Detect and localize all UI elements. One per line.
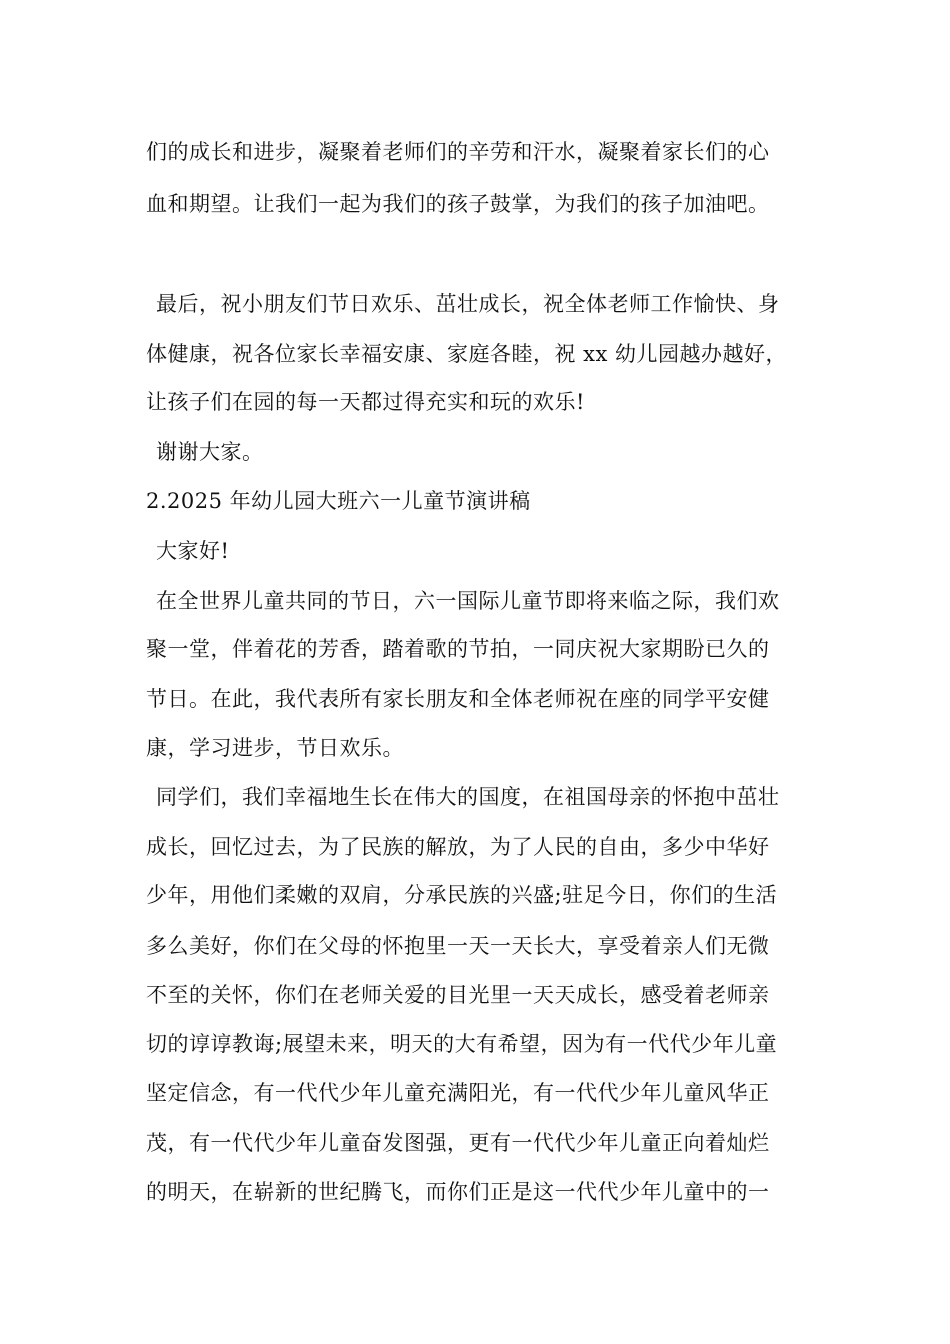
paragraph-line: 不至的关怀，你们在老师关爱的目光里一天天成长，感受着老师亲 xyxy=(146,983,770,1007)
closing-line: 谢谢大家。 xyxy=(156,440,264,464)
paragraph-line: 节日。在此，我代表所有家长朋友和全体老师祝在座的同学平安健 xyxy=(146,687,770,711)
paragraph-line: 们的成长和进步，凝聚着老师们的辛劳和汗水，凝聚着家长们的心 xyxy=(146,140,770,164)
paragraph-line: 康，学习进步，节日欢乐。 xyxy=(146,736,404,760)
paragraph-line: 聚一堂，伴着花的芳香，踏着歌的节拍，一同庆祝大家期盼已久的 xyxy=(146,637,770,661)
paragraph-line: 体健康，祝各位家长幸福安康、家庭各睦，祝 xx 幼儿园越办越好， xyxy=(146,342,788,366)
paragraph-line: 坚定信念，有一代代少年儿童充满阳光，有一代代少年儿童风华正 xyxy=(146,1081,770,1105)
paragraph-line: 茂，有一代代少年儿童奋发图强，更有一代代少年儿童正向着灿烂 xyxy=(146,1131,770,1155)
paragraph-line: 的明天，在崭新的世纪腾飞，而你们正是这一代代少年儿童中的一 xyxy=(146,1180,770,1204)
paragraph-line: 多么美好，你们在父母的怀抱里一天一天长大，享受着亲人们无微 xyxy=(146,934,770,958)
paragraph-line: 成长，回忆过去，为了民族的解放，为了人民的自由，多少中华好 xyxy=(146,835,770,859)
paragraph-line: 让孩子们在园的每一天都过得充实和玩的欢乐! xyxy=(146,390,585,414)
paragraph-line: 在全世界儿童共同的节日，六一国际儿童节即将来临之际，我们欢 xyxy=(156,589,780,613)
paragraph-line: 血和期望。让我们一起为我们的孩子鼓掌，为我们的孩子加油吧。 xyxy=(146,192,770,216)
paragraph-line: 少年，用他们柔嫩的双肩，分承民族的兴盛;驻足今日，你们的生活 xyxy=(146,883,778,907)
paragraph-line: 最后，祝小朋友们节日欢乐、茁壮成长，祝全体老师工作愉快、身 xyxy=(156,292,780,316)
greeting-line: 大家好! xyxy=(156,539,230,563)
section-heading: 2.2025 年幼儿园大班六一儿童节演讲稿 xyxy=(146,489,531,513)
paragraph-line: 同学们，我们幸福地生长在伟大的国度，在祖国母亲的怀抱中茁壮 xyxy=(156,785,780,809)
paragraph-line: 切的谆谆教诲;展望未来，明天的大有希望，因为有一代代少年儿童 xyxy=(146,1032,778,1056)
